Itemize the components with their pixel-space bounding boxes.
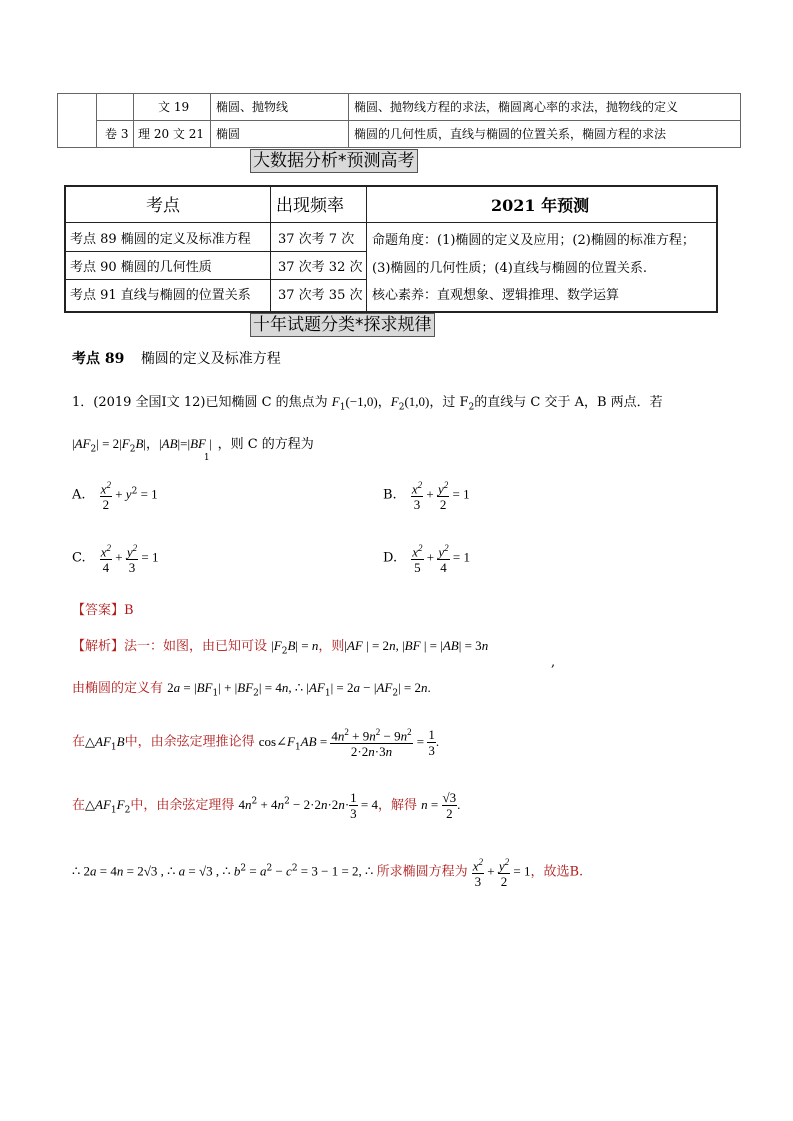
- row-topic-91: 考点 91 直线与椭圆的位置关系: [70, 288, 251, 303]
- row-topic-90: 考点 90 椭圆的几何性质: [70, 260, 212, 275]
- row-freq-91: 37 次考 35 次: [278, 288, 363, 303]
- analysis-line3: 在$\triangle AF_1B$中，由余弦定理推论得 $\cos\angle F_1AB$ = $\frac{4n^2 + 9n^2 - 9n^2}{2\cdot 2n\cdot 3n}$ = $\frac{1}{3}$ .: [72, 726, 440, 760]
- banner-big-data: 大数据分析*预测高考: [250, 149, 418, 173]
- cell-r1-c4: 椭圆、抛物线: [216, 100, 289, 114]
- section-number: 考点 89: [72, 351, 125, 367]
- header-frequency: 出现频率: [276, 196, 344, 216]
- section-heading: [72, 348, 281, 368]
- option-a[interactable]: A. $\frac{x^2}{2}$ + $y^2 = 1$: [72, 480, 158, 513]
- analysis-line5: ∴ 2a = 4n = 2√3 , ∴ a = √3 , ∴ $b^2 = a^2 - c^2 = 3 - 1 = 2$, ∴ 所求椭圆方程为 $\frac{x^2}{3}$ + $\frac{y^2}{2}$ = 1，故选B.: [72, 857, 584, 890]
- prediction-line-1: 命题角度：(1)椭圆的定义及应用；(2)椭圆的标准方程；: [372, 233, 695, 248]
- prediction-line-3: 核心素养：直观想象、逻辑推理、数学运算: [372, 288, 620, 303]
- cell-r1-c5: 椭圆、抛物线方程的求法，椭圆离心率的求法，抛物线的定义: [354, 100, 679, 114]
- header-topic: 考点: [146, 196, 180, 216]
- banner-ten-years: 十年试题分类*探求规律: [250, 313, 435, 337]
- problem-stem-line2: $|AF_2| = 2|F_2B|$，|AB|=|BF $|_1$，则 C 的方程为: [72, 436, 314, 463]
- analysis-line4: 在$\triangle AF_1F_2$中，由余弦定理得 $4n^2 + 4n^2 - 2\cdot 2n\cdot 2n\cdot$ $\frac{1}{3}$ = 4，解得 n = $\frac{√3}{2}$ .: [72, 790, 461, 821]
- row-freq-89: 37 次考 7 次: [278, 232, 355, 247]
- row-topic-89: 考点 89 椭圆的定义及标准方程: [70, 232, 251, 247]
- cell-r2-c4: 椭圆: [216, 127, 241, 141]
- row-freq-90: 37 次考 32 次: [278, 260, 363, 275]
- cell-r2-c5: 椭圆的几何性质，直线与椭圆的位置关系，椭圆方程的求法: [354, 127, 667, 141]
- option-c[interactable]: C. $\frac{x^2}{4}$ + $\frac{y^2}{3}$ = 1: [72, 543, 159, 576]
- section-title: 椭圆的定义及标准方程: [140, 351, 281, 367]
- cell-r2-c3: 理 20 文 21: [138, 127, 204, 141]
- prediction-line-2: (3)椭圆的几何性质；(4)直线与椭圆的位置关系.: [372, 261, 647, 276]
- header-prediction: 2021 年预测: [491, 196, 590, 215]
- option-d[interactable]: D. $\frac{x^2}{5}$ + $\frac{y^2}{4}$ = 1: [383, 543, 470, 576]
- answer: 【答案】B: [72, 603, 134, 618]
- answer-value: B: [124, 603, 134, 618]
- problem-stem-line1: 1．(2019 全国Ⅰ文 12)已知椭圆 C 的焦点为 $F_1(-1,0)$，$F_2(1,0)$，过 $F_2$的直线与 C 交于 A，B 两点．若: [72, 394, 663, 413]
- cell-r2-c2: 卷 3: [105, 127, 129, 141]
- cell-r1-c3: 文 19: [158, 100, 190, 114]
- exam-table: [64, 185, 718, 313]
- top-table: [57, 93, 741, 148]
- option-b[interactable]: B. $\frac{x^2}{3}$ + $\frac{y^2}{2}$ = 1: [383, 480, 470, 513]
- analysis-line2: 由椭圆的定义有 $2a = |BF_1| + |BF_2| = 4n$, ∴ $|AF_1| = 2a - |AF_2| = 2n$.: [72, 680, 431, 699]
- analysis-line1: 【解析】法一：如图，由已知可设 $|F_2B| = n$，则|AF | = 2n, |BF | = |AB| = 3n: [72, 638, 489, 657]
